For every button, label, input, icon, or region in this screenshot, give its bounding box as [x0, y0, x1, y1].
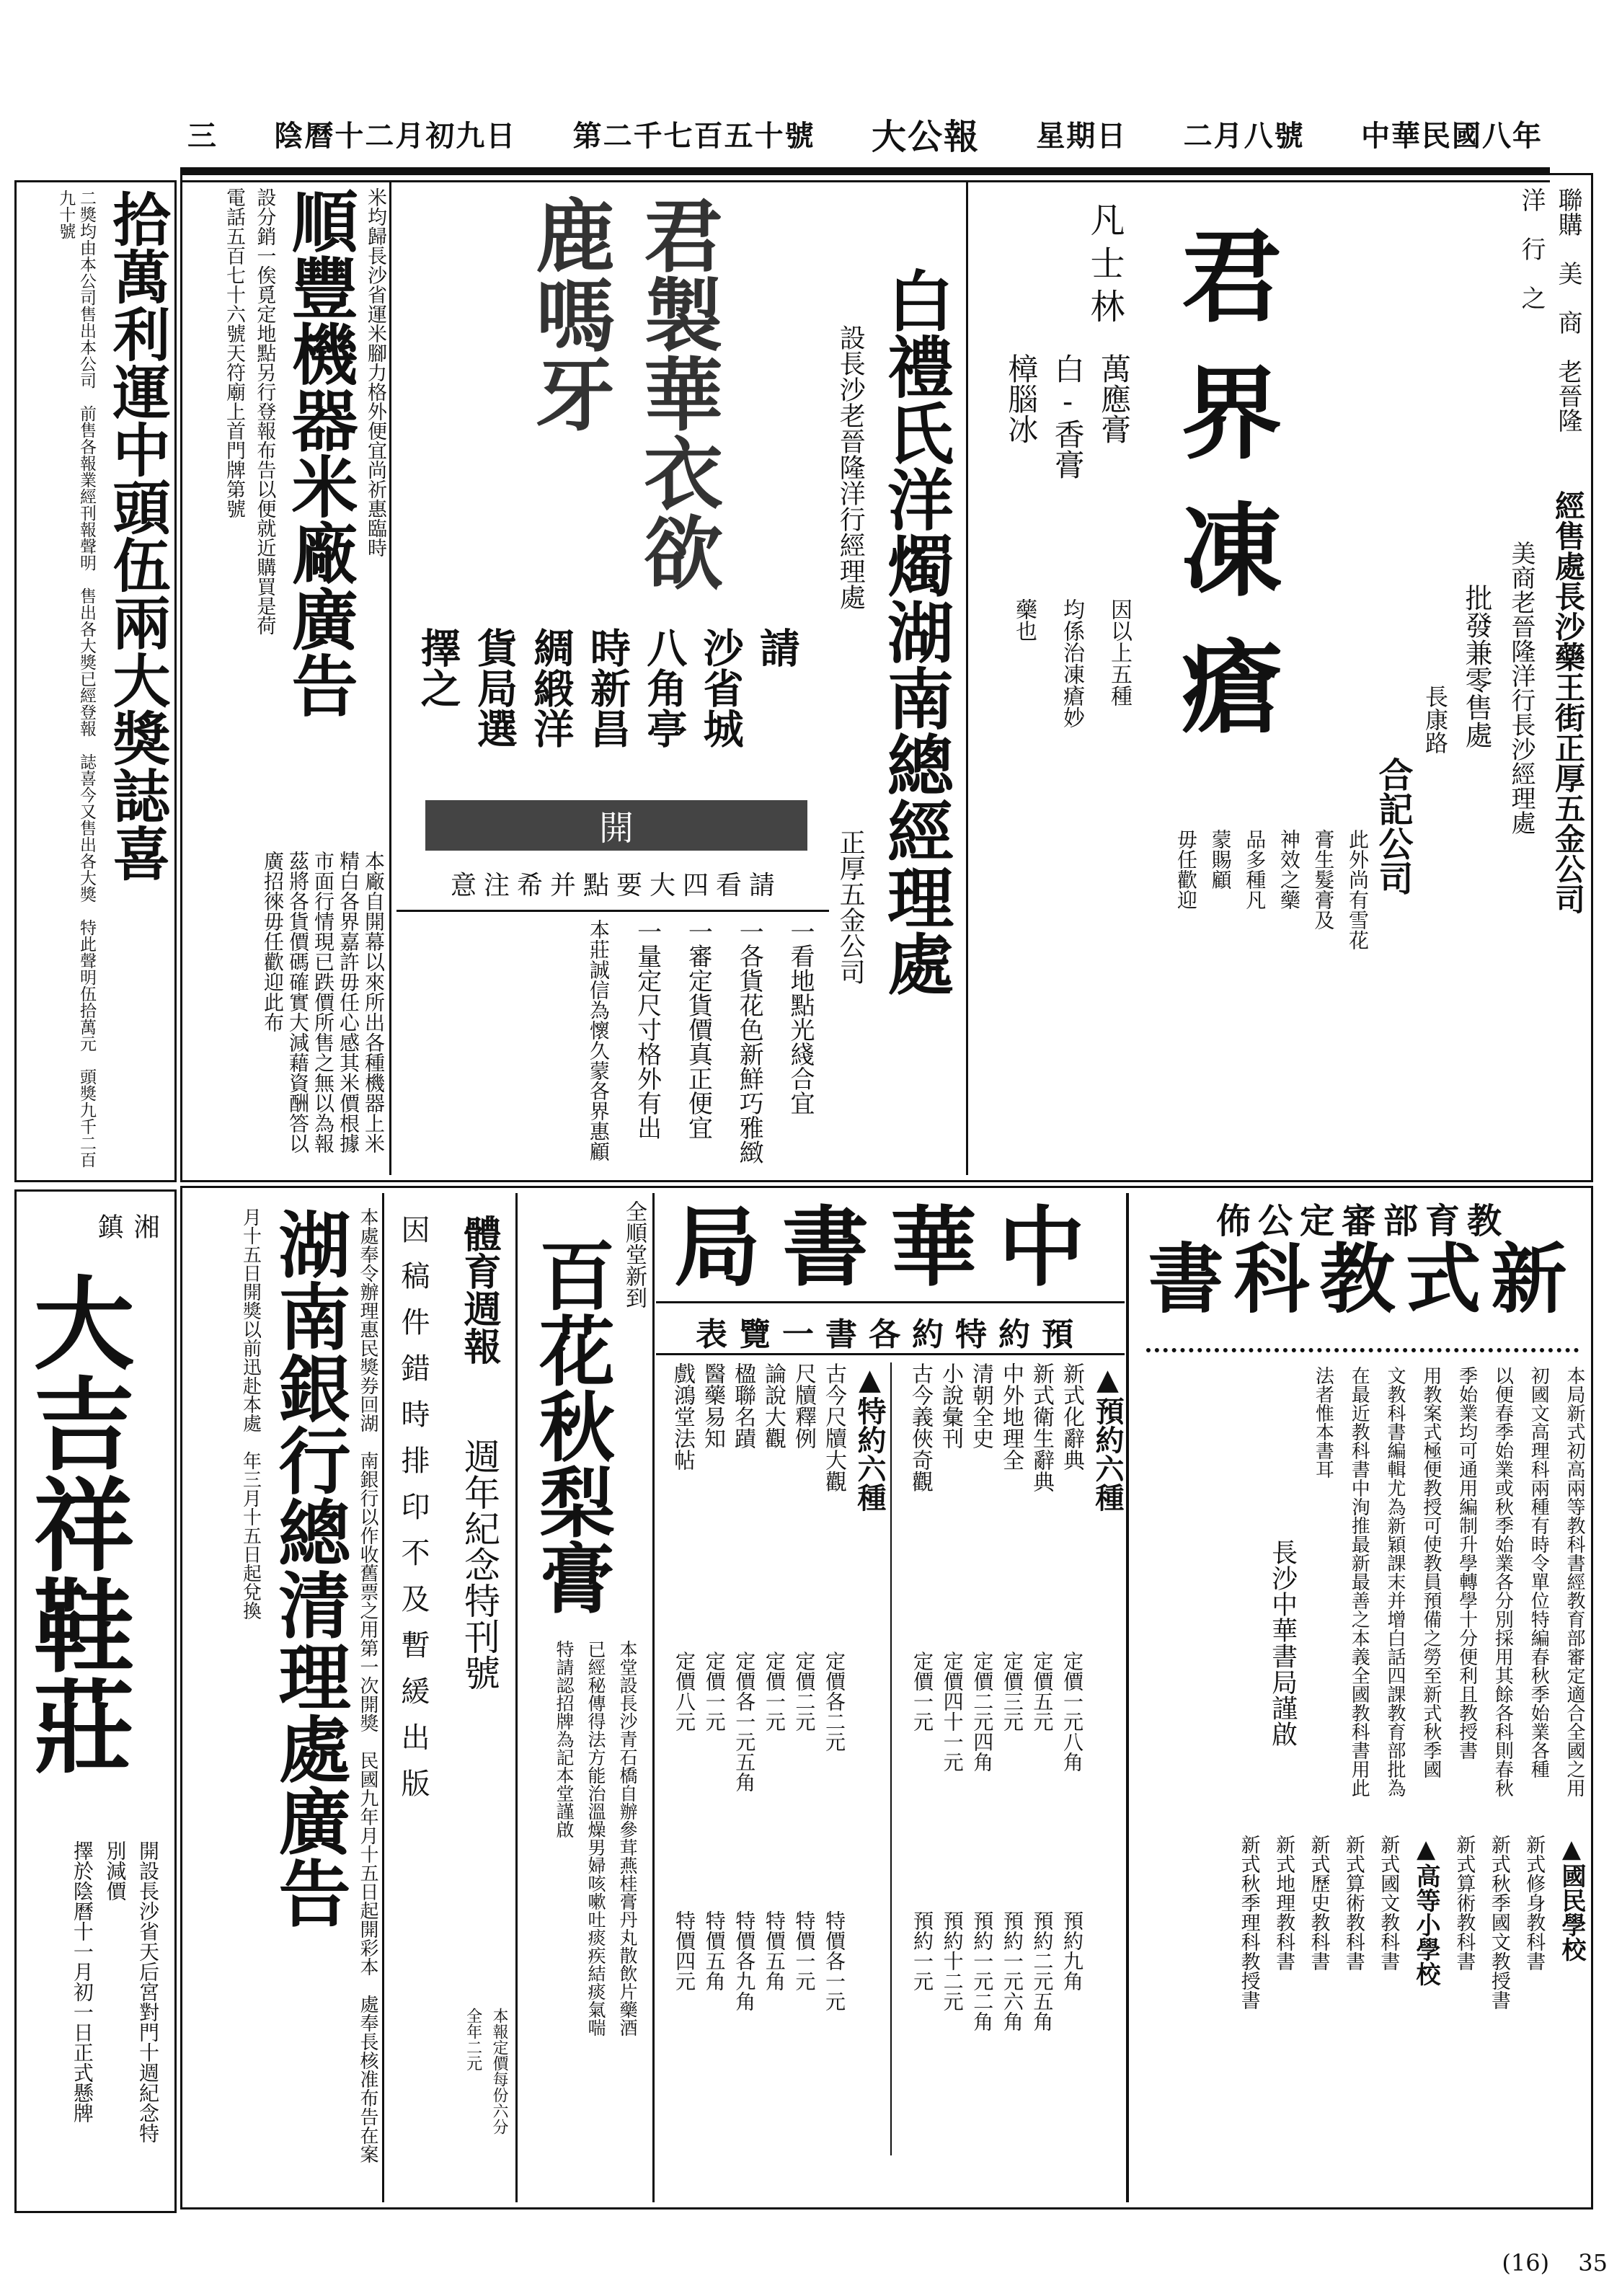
group-label-text: 高等小學校 [1412, 1863, 1441, 1986]
frostbite-company: 合記公司 [1373, 757, 1413, 895]
extra-line: 品多種凡 [1243, 829, 1267, 910]
bank-line: 南銀行以作收舊票之用第一次開獎 [357, 1451, 378, 1732]
silk-column: 八角亭 [640, 627, 688, 748]
textbook-line: 在最近教科書中洵推最新最善之本義全國教科書用此 [1348, 1366, 1370, 1797]
book-price: 定價各二元 [823, 1651, 846, 1752]
silk-point: 一量定尺寸格外有出 [632, 919, 662, 1140]
book-preprice: 預約九角 [1060, 1910, 1084, 1991]
textbook-line: 本局新式初高兩等教科書經教育部審定適合全國之用 [1564, 1366, 1585, 1797]
bank-line: 年三月十五日起兌換 [239, 1451, 262, 1620]
divider [890, 1362, 892, 2155]
shoe-line: 別減價 [103, 1840, 128, 1901]
silk-column: 擇之 [414, 627, 462, 708]
lottery-line: 前售各報業經刊報聲明 [77, 405, 96, 571]
silk-title: 君製華衣欲 [631, 195, 724, 591]
masthead-issue: 第二千七百五十號 [572, 118, 815, 153]
vaseline-note [1011, 598, 1132, 959]
masthead-paper: 大公報 [871, 116, 980, 157]
lottery-line: 二獎均由本公司售出本公司 [77, 190, 96, 389]
rice-mill-ad [187, 180, 389, 1175]
vaseline-ad [966, 180, 1139, 1175]
silk-column: 綢緞洋 [527, 627, 575, 748]
book-title: 古今義俠奇觀 [908, 1362, 933, 1492]
preorder-books [907, 1362, 1084, 1593]
textbook-ad [1132, 1193, 1593, 2202]
frostbite-title: 君界凍瘡 [1164, 223, 1282, 771]
textbook-line: 文教科書編輯尤為新穎課末并增白話四課教育部批為 [1384, 1366, 1406, 1797]
frostbite-dealer2: 美商老晉隆洋行長沙經理處 [1507, 541, 1535, 835]
weekly-line: 週年紀念特刊號 [458, 1438, 500, 1690]
syrup-ad [519, 1193, 652, 2202]
preorder-label-text: 預約六種 [1091, 1396, 1125, 1512]
silk-point: 本莊誠信為懷久蒙各界惠顧 [586, 919, 611, 1161]
rice-notice-line: 減藉資酬答以廣招徠毋任歡迎 [261, 851, 310, 1153]
book-price: 定價一元 [910, 1651, 935, 1732]
weekly-price-line: 本報定價每份六分 [490, 2008, 508, 2135]
lottery-title: 拾萬利運中頭伍兩大獎誌喜 [103, 190, 171, 882]
textbook-line: 用教案式極便教授可使教員預備之勞至新式秋季國 [1419, 1366, 1442, 1778]
frostbite-brand [1512, 187, 1586, 476]
book-price: 定價各一元五角 [732, 1651, 757, 1792]
silk-column: 貨局選 [471, 627, 519, 748]
shoe-shop-ad [14, 1189, 177, 2213]
extra-line: 此外尚有雪花 [1346, 829, 1370, 950]
frostbite-brand-flow [1512, 187, 1586, 476]
divider [515, 1193, 518, 2202]
book-title: 楹聯名蹟 [730, 1362, 755, 1449]
masthead-page: 三 [187, 118, 218, 153]
book-preprice: 特價各九角 [732, 1910, 757, 2011]
bank-body-right [356, 1207, 380, 2188]
brand-char: 購 [1554, 212, 1582, 236]
syrup-title: 百花秋梨膏 [527, 1236, 616, 1615]
book-title: 古今尺牘大觀 [821, 1362, 846, 1492]
book-preprice: 特價五角 [762, 1910, 786, 1991]
textbook-item: 新式歷史教科書 [1307, 1835, 1330, 1971]
bank-line: 本處奉令辦理惠民獎券回湖 [357, 1207, 378, 1432]
vaseline-note-line: 藥也 [1011, 598, 1037, 642]
triangle-icon: ▲ [1412, 1835, 1441, 1863]
shoe-subtitle: 鎮 [94, 1213, 123, 1239]
triangle-icon: ▲ [853, 1362, 887, 1396]
lottery-flow [56, 190, 169, 1174]
special-special [672, 1910, 846, 2141]
divider [656, 1353, 1125, 1355]
frostbite-wholesale: 批發兼零售處 [1461, 584, 1492, 748]
frostbite-road: 長康路 [1422, 685, 1449, 754]
textbook-item: 新式修身教科書 [1523, 1835, 1546, 1971]
frostbite-extra [1153, 829, 1370, 1161]
special-label-text: 特約六種 [853, 1396, 887, 1512]
lottery-line: 售出各大獎已經登報 [77, 588, 96, 737]
book-price: 定價五元 [1030, 1651, 1055, 1732]
book-title: 尺牘釋例 [791, 1362, 816, 1449]
preorder-prices [910, 1651, 1084, 1881]
lottery-line: 特此聲明伍拾萬元 [77, 919, 96, 1052]
bank-line: 處奉長核准布告在案 [357, 1995, 378, 2163]
divider [1126, 1193, 1129, 2202]
silk-note: 請看四大要點并希注意 [450, 871, 782, 900]
lottery-ad [14, 180, 177, 1182]
syrup-line: 已經秘傳得法方能治溫燥男婦咳嗽吐痰疾結痰氣喘 [585, 1640, 606, 2036]
divider [656, 1301, 1125, 1303]
syrup-line: 特請認招牌為記本堂謹啟 [554, 1640, 575, 1838]
extra-line: 膏生髮膏及 [1311, 829, 1336, 930]
extra-line: 蒙賜顧 [1208, 829, 1233, 890]
silk-point: 一各貨花色新鮮巧雅緻 [735, 919, 764, 1164]
syrup-line: 本堂設長沙青石橋自辦參茸燕桂膏丹丸散飲片藥酒 [617, 1640, 638, 2036]
syrup-heading: 全順堂新到 [621, 1200, 647, 1308]
book-title: 中外地理全 [998, 1362, 1024, 1471]
silk-column: 沙省城 [696, 627, 745, 748]
zhonghua-bookstore-ad [656, 1193, 1125, 2202]
divider [389, 180, 391, 1175]
silk-title-left: 鹿嗎牙 [523, 195, 616, 433]
frostbite-ad [1139, 180, 1593, 1175]
book-preprice: 預約一元二角 [970, 1910, 995, 2031]
lottery-line: 頭獎九千二百九十號 [56, 190, 96, 1168]
textbook-item: 新式秋季國文教授書 [1487, 1835, 1510, 2010]
candle-title: 白禮氏洋燭湖南總經理處 [877, 267, 954, 996]
special-prices [672, 1651, 846, 1881]
special-group [656, 1362, 887, 2191]
bank-line: 民國九年月十五日起開彩本 [357, 1751, 378, 1976]
silk-point: 一審定貨價真正便宜 [683, 919, 713, 1140]
textbook-title: 新式教科書 [1148, 1234, 1577, 1324]
divider [382, 1193, 384, 2202]
bank-line: 月十五日開獎以前迅赴本處 [239, 1207, 262, 1432]
silk-address [415, 627, 800, 771]
textbook-item: 新式地理教科書 [1272, 1835, 1295, 1971]
triangle-icon: ▲ [1557, 1835, 1586, 1863]
rice-notice-line: 價根據市面行情現已跌價所售之 [311, 851, 360, 1153]
page-index: 35 [1578, 2249, 1608, 2277]
textbook-sign: 長沙中華書局謹啟 [1267, 1539, 1298, 1747]
silk-points [586, 919, 815, 1171]
brand-char: 行 [1517, 236, 1546, 261]
book-price: 定價二元四角 [970, 1651, 995, 1772]
preorder-special [910, 1910, 1084, 2141]
preorder-label [1090, 1362, 1125, 1512]
textbook-heading: 教育部審定公佈 [1215, 1201, 1509, 1241]
book-title: 論說大觀 [761, 1362, 786, 1449]
book-preprice: 預約一元六角 [1000, 1910, 1024, 2031]
candle-ad [829, 180, 966, 1175]
textbook-list [1236, 1835, 1586, 2188]
frostbite-dealer: 經售處長沙藥王街正厚五金公司 [1551, 490, 1586, 914]
vaseline-note-line: 因以上五種 [1107, 598, 1132, 706]
vaseline-item: 萬應膏 [1096, 353, 1132, 444]
lottery-line: 誌喜今又售出各大獎 [77, 753, 96, 903]
silk-shop-ad [396, 180, 829, 1175]
divider [396, 910, 829, 912]
bank-body [239, 1207, 262, 2188]
book-preprice: 預約二元五角 [1030, 1910, 1055, 2031]
brand-char: 商 [1554, 310, 1582, 334]
masthead [187, 108, 1543, 159]
vaseline-item: 白-香膏 [1050, 353, 1086, 479]
book-preprice: 特價五角 [702, 1910, 727, 1991]
book-title: 新式化辭典 [1059, 1362, 1084, 1471]
preorder-group [894, 1362, 1125, 2191]
special-label [852, 1362, 887, 1512]
rice-notice-line: 米精白各界嘉許毋任心感其米 [337, 851, 386, 1153]
book-preprice: 特價各一元 [823, 1910, 846, 2011]
rice-notice-line: 無以為報茲將各貨價碼確實大 [286, 851, 335, 1153]
rice-title: 順豐機器米廠廣告 [280, 187, 359, 718]
extra-line: 毋任歡迎 [1174, 829, 1199, 910]
book-title: 醫藥易知 [700, 1362, 725, 1449]
weekly-line: 因稿件錯時排印不及暫緩出版 [396, 1215, 430, 1814]
book-price: 定價八元 [673, 1651, 697, 1732]
vaseline-item: 樟腦冰 [1003, 353, 1040, 444]
divider [652, 1193, 655, 2202]
textbook-item: 新式算術教科書 [1453, 1835, 1476, 1971]
textbook-item: 新式算術教科書 [1342, 1835, 1365, 1971]
book-title: 新式衛生辭典 [1029, 1362, 1054, 1492]
vaseline-note-line: 均係治凍瘡妙 [1059, 598, 1084, 728]
book-preprice: 預約一元 [910, 1910, 935, 1991]
bank-ad [187, 1193, 382, 2202]
book-preprice: 特價四元 [673, 1910, 697, 1991]
candle-sub: 設長沙老晉隆洋行經理處 [836, 324, 866, 610]
shoe-label: 湘 [130, 1213, 159, 1239]
shoe-line: 擇於陰曆十一月初一日正式懸牌 [70, 1840, 94, 2123]
textbook-line: 以便春季始業或秋季始業各分別採用其餘各科則春秋 [1492, 1366, 1514, 1797]
book-price: 定價一元 [762, 1651, 786, 1732]
textbook-line: 法者惟本書耳 [1312, 1366, 1334, 1479]
brand-char: 聯 [1554, 187, 1582, 212]
special-books [669, 1362, 846, 1593]
vaseline-title: 凡士林 [1084, 202, 1125, 332]
book-preprice: 特價一元 [792, 1910, 817, 1991]
textbook-item: 新式國文教科書 [1377, 1835, 1400, 1971]
weekly-title: 體育週報 [457, 1215, 501, 1365]
book-price: 定價四十一元 [940, 1651, 965, 1772]
rice-notice [260, 851, 386, 1168]
brand-char: 洋 [1517, 187, 1546, 212]
page-footer [1502, 2249, 1608, 2277]
book-title: 戲鴻堂法帖 [670, 1362, 695, 1471]
rice-top [222, 187, 386, 829]
triangle-icon: ▲ [1091, 1362, 1125, 1396]
syrup-body [553, 1640, 638, 2188]
rice-notice-line: 本廠自開幕以來所出各種機器上 [362, 851, 386, 1133]
book-title: 小說彙刊 [938, 1362, 963, 1449]
silk-column: 時新昌 [583, 627, 631, 748]
brand-char: 美 [1554, 261, 1582, 285]
shoe-body [70, 1840, 160, 2201]
book-title: 清朝全史 [968, 1362, 993, 1449]
group-label-text: 國民學校 [1557, 1863, 1586, 1962]
weekly-price [463, 2008, 508, 2166]
silk-point: 一看地點光綫合宜 [786, 919, 815, 1115]
textbook-body [1265, 1366, 1586, 1813]
bank-flow [239, 1207, 379, 2188]
shoe-title: 大吉祥鞋莊 [17, 1271, 135, 1776]
page-number: (16) [1502, 2249, 1550, 2277]
vaseline-items [1003, 353, 1132, 569]
zhonghua-title: 中華書局 [674, 1197, 1107, 1298]
textbook-item: 新式秋季理科教授書 [1237, 1835, 1260, 2010]
rice-line: 設分銷一俟覓定地點另行登報布告以便就近購買是荷 [253, 187, 276, 635]
zhonghua-subtitle: 預約特約各書一覽表 [696, 1316, 1085, 1353]
book-price: 定價三元 [1000, 1651, 1024, 1732]
brand-char: 老晉隆 [1554, 359, 1582, 433]
masthead-month-day: 二月八號 [1183, 118, 1305, 153]
sports-weekly-ad [386, 1193, 515, 2202]
silk-column: 請 [753, 627, 801, 668]
extra-line: 神效之藥 [1277, 829, 1301, 910]
weekly-price-line: 全年二元 [464, 2008, 482, 2071]
book-preprice: 預約十二元 [940, 1910, 965, 2011]
rice-notice-line: 此布 [261, 992, 285, 1032]
masthead-date: 中華民國八年 [1360, 118, 1543, 153]
silk-banner: 開 [425, 800, 807, 851]
candle-agent: 正厚五金公司 [836, 829, 866, 985]
textbook-line: 季始業均可通用編制升學轉學十分便利且教授書 [1455, 1366, 1478, 1760]
rice-line: 電話五百七十六號天符廟上首門牌第號 [223, 187, 246, 518]
rice-line: 米均歸長沙省運米腳力格外便宜尚祈惠臨時 [364, 187, 386, 557]
bank-title: 湖南銀行總清理處廣告 [266, 1207, 352, 1928]
lottery-body [56, 190, 97, 1174]
book-price: 定價一元八角 [1060, 1651, 1084, 1772]
brand-char: 之 [1517, 285, 1546, 310]
dotted-rule [1146, 1348, 1579, 1352]
masthead-weekday: 星期日 [1036, 118, 1127, 153]
textbook-line: 初國文高理科兩種有時令單位特編春秋季始業各種 [1528, 1366, 1550, 1778]
book-price: 定價二元 [792, 1651, 817, 1732]
masthead-lunar: 陰曆十二月初九日 [274, 118, 517, 153]
rice-notice-flow [260, 851, 386, 1168]
group-label [1556, 1835, 1586, 2188]
shoe-line: 開設長沙省天后宮對門十週紀念特 [136, 1840, 160, 2143]
group-label [1411, 1835, 1440, 2188]
book-price: 定價一元 [702, 1651, 727, 1732]
